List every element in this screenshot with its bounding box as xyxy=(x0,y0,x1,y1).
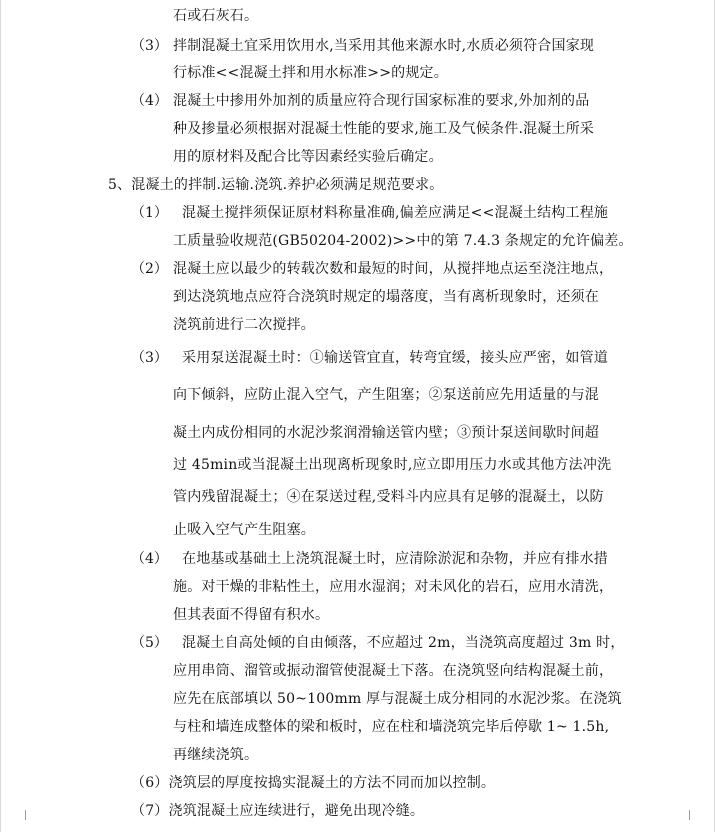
text-line: 施。对干燥的非粘性土，应用水湿润；对未风化的岩石，应用水清洗， xyxy=(173,579,614,595)
item-number: （4） xyxy=(131,93,168,109)
crop-mark-bottom-right xyxy=(689,810,700,820)
text-line: 混凝土中掺用外加剂的质量应符合现行国家标准的要求,外加剂的品 xyxy=(173,93,590,109)
text-line: 用的原材料及配合比等因素经实验后确定。 xyxy=(173,149,443,165)
text-line: 采用泵送混凝土时：①输送管宜直，转弯宜缓，接头应严密，如管道 xyxy=(182,350,608,366)
text-line: （7）浇筑混凝土应连续进行，避免出现冷缝。 xyxy=(131,803,425,819)
text-line: 混凝土自高处倾的自由倾落，不应超过 2m，当浇筑高度超过 3m 时， xyxy=(182,635,625,651)
crop-mark-bottom-left xyxy=(15,810,26,820)
text-line: 混凝土应以最少的转载次数和最短的时间，从搅拌地点运至浇注地点， xyxy=(173,261,614,277)
item-number: （5） xyxy=(131,635,168,651)
text-line: 应用串筒、溜管或振动溜管使混凝土下落。在浇筑竖向结构混凝土前， xyxy=(173,663,614,679)
text-line: 到达浇筑地点应符合浇筑时规定的塌落度，当有离析现象时，还须在 xyxy=(173,289,599,305)
text-line: 工质量验收规范(GB50204-2002)>>中的第 7.4.3 条规定的允许偏差。 xyxy=(173,233,633,249)
item-number: （1） xyxy=(131,205,168,221)
text-line: （6）浇筑层的厚度按捣实混凝土的方法不同而加以控制。 xyxy=(131,775,496,791)
text-line: 浇筑前进行二次搅拌。 xyxy=(173,317,315,333)
text-line: 应先在底部填以 50~100mm 厚与混凝土成分相同的水泥沙浆。在浇筑 xyxy=(173,691,622,707)
item-number: （4） xyxy=(131,551,168,567)
text-line: 拌制混凝土宜采用饮用水,当采用其他来源水时,水质必须符合国家现 xyxy=(173,38,595,54)
text-line: 在地基或基础土上浇筑混凝土时，应清除淤泥和杂物，并应有排水措 xyxy=(182,551,608,567)
text-line: 混凝土搅拌须保证原材料称量准确,偏差应满足<<混凝土结构工程施 xyxy=(182,205,609,221)
text-line: 与柱和墙连成整体的梁和板时，应在柱和墙浇筑完毕后停歇 1~ 1.5h, xyxy=(173,719,610,735)
text-line: 凝土内成份相同的水泥沙浆润滑输送管内壁；③预计泵送间歇时间超 xyxy=(173,425,599,441)
item-number: （3） xyxy=(131,38,168,54)
section-heading: 5、混凝土的拌制.运输.浇筑.养护必须满足规范要求。 xyxy=(108,177,444,193)
text-line: 止吸入空气产生阻塞。 xyxy=(173,522,315,538)
item-number: （3） xyxy=(131,350,168,366)
text-line: 向下倾斜，应防止混入空气，产生阻塞；②泵送前应先用适量的与混 xyxy=(173,387,599,403)
text-line: 种及掺量必须根据对混凝土性能的要求,施工及气候条件.混凝土所采 xyxy=(173,121,595,137)
text-line: 管内残留混凝土；④在泵送过程,受料斗内应具有足够的混凝土，以防 xyxy=(173,489,604,505)
text-line: 过 45min或当混凝土出现离析现象时,应立即用压力水或其他方法冲洗 xyxy=(173,457,612,473)
item-number: （2） xyxy=(131,261,168,277)
text-line: 行标准<<混凝土拌和用水标准>>的规定。 xyxy=(173,65,448,81)
text-line: 但其表面不得留有积水。 xyxy=(173,607,330,623)
text-line: 再继续浇筑。 xyxy=(173,747,259,763)
text-line: 石或石灰石。 xyxy=(173,8,259,24)
